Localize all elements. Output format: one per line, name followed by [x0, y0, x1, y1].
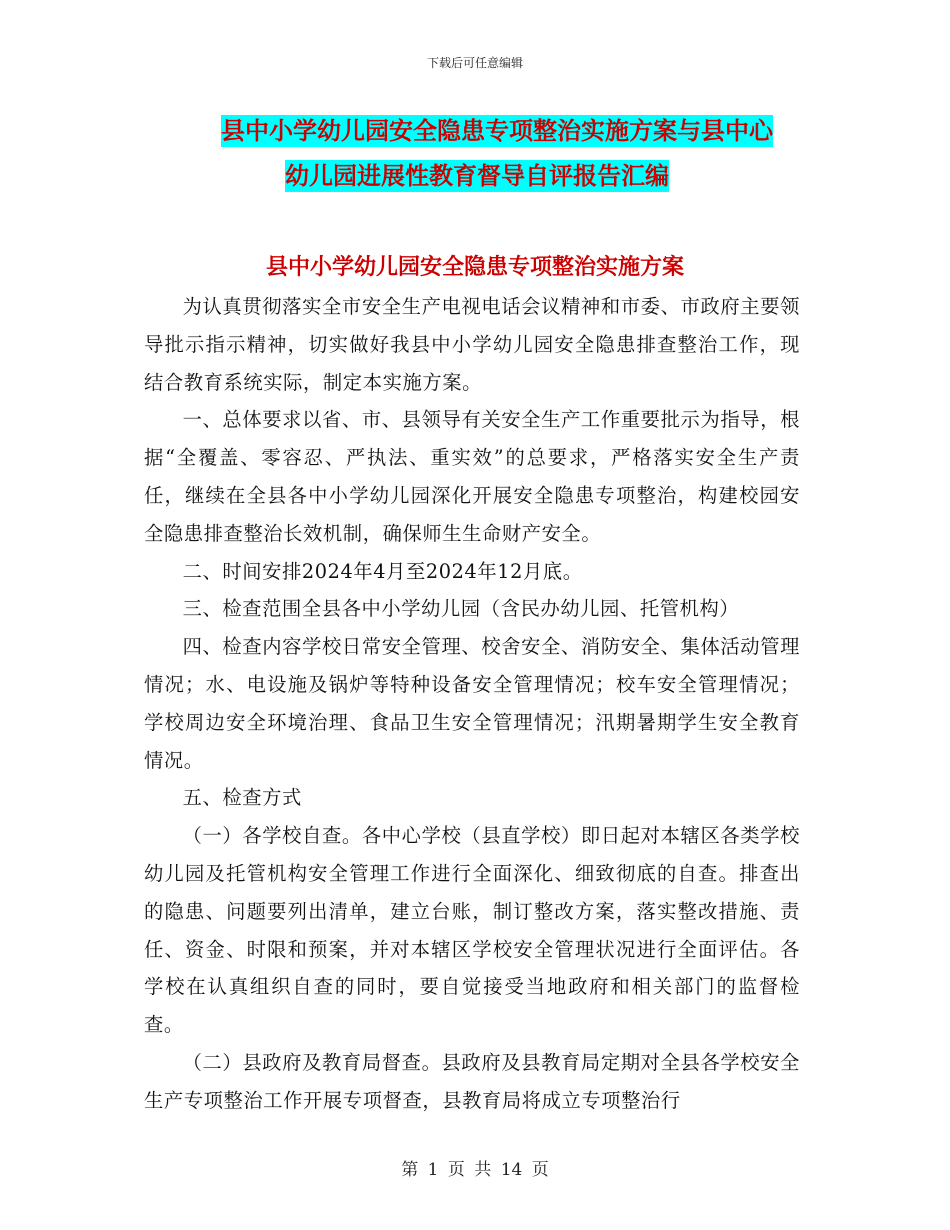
paragraph: 四、检查内容学校日常安全管理、校舍安全、消防安全、集体活动管理情况；水、电设施及锅炉等特种设备安全管理情况；校车安全管理情况；学校周边安全环境治理、食品卫生安全管理情况；汛期暑期学生安全教育情况。: [144, 635, 800, 772]
header-note: 下载后可任意编辑: [426, 56, 523, 70]
paragraph: 五、检查方式: [182, 786, 302, 810]
paragraph: （一）各学校自查。各中心学校（县直学校）即日起对本辖区各类学校幼儿园及托管机构安全管理工作进行全面深化、细致彻底的自查。排查出的隐患、问题要列出清单，建立台账，制订整改方案，落实整改措施、责任、资金、时限和预案，并对本辖区学校安全管理状况进行全面评估。各学校在认真组织自查的同时，要自觉接受当地政府和相关部门的监督检查。: [144, 824, 800, 1037]
document-body: [144, 288, 800, 1120]
document-title-line-2: [2, 159, 950, 193]
paragraph: 一、总体要求以省、市、县领导有关安全生产工作重要批示为指导，根据“全覆盖、零容忍、严执法、重实效”的总要求，严格落实安全生产责任，继续在全县各中小学幼儿园深化开展安全隐患专项整治，构建校园安全隐患排查整治长效机制，确保师生生命财产安全。: [144, 408, 800, 545]
section-title: 县中小学幼儿园安全隐患专项整治实施方案: [265, 255, 684, 280]
page-footer: 第 1 页 共 14 页: [401, 1160, 549, 1180]
paragraph: （二）县政府及教育局督查。县政府及县教育局定期对全县各学校安全生产专项整治工作开展专项督查，县教育局将成立专项整治行: [144, 1050, 800, 1112]
document-title-text-1: 县中小学幼儿园安全隐患专项整治实施方案与县中心: [221, 117, 773, 145]
document-title-text-2: 幼儿园进展性教育督导自评报告汇编: [285, 162, 669, 190]
paragraph: 二、时间安排2024年4月至2024年12月底。: [182, 559, 583, 583]
document-title-line-1: [22, 114, 950, 148]
paragraph: 为认真贯彻落实全市安全生产电视电话会议精神和市委、市政府主要领导批示指示精神，切实做好我县中小学幼儿园安全隐患排查整治工作，现结合教育系统实际，制定本实施方案。: [144, 295, 800, 394]
paragraph: 三、检查范围全县各中小学幼儿园（含民办幼儿园、托管机构）: [182, 597, 740, 621]
